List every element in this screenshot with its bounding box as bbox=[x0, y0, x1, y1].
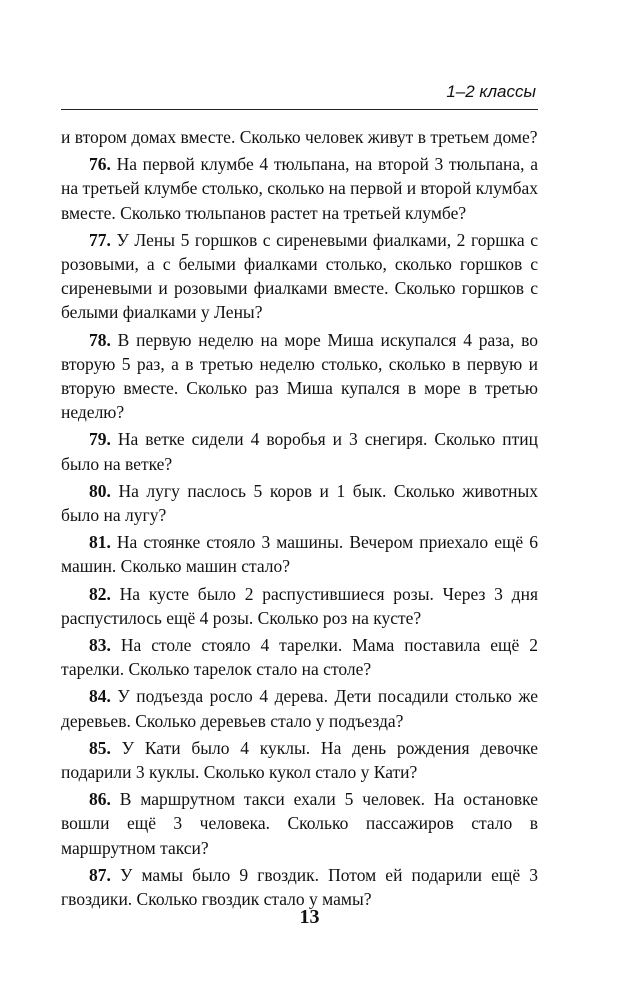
problem-number: 83. bbox=[89, 635, 111, 656]
problem-83 bbox=[61, 633, 538, 681]
page-number: 13 bbox=[299, 906, 320, 928]
problem-78 bbox=[61, 328, 538, 425]
problem-86 bbox=[61, 787, 538, 860]
problem-text: На столе стояло 4 тарелки. Мама поставила ещё 2 тарелки. Сколько тарелок стало на столе? bbox=[61, 635, 539, 680]
problem-87 bbox=[61, 863, 538, 911]
problem-text: На кусте было 2 распустившиеся розы. Через 3 дня распустилось ещё 4 розы. Сколько роз на кусте? bbox=[61, 583, 538, 628]
problem-text: В маршрутном такси ехали 5 человек. На остановке вошли ещё 3 человека. Сколько пассажиров стало в маршрутном такси? bbox=[61, 789, 539, 858]
problem-text: У мамы было 9 гвоздик. Потом ей подарили ещё 3 гвоздики. Сколько гвоздик стало у мамы? bbox=[61, 864, 539, 910]
page-content bbox=[61, 125, 538, 914]
problem-number: 86. bbox=[89, 789, 111, 810]
problem-84 bbox=[61, 684, 538, 732]
problem-text: У Кати было 4 куклы. На день рождения девочке подарили 3 куклы. Сколько кукол стало у Кати? bbox=[61, 737, 539, 783]
problem-number: 81. bbox=[89, 532, 111, 553]
problem-number: 80. bbox=[89, 480, 111, 501]
problem-text: На первой клумбе 4 тюльпана, на второй 3 тюльпана, а на третьей клумбе столько, сколько на первой и второй клумбах вместе. Сколько тюльпанов растет на третьей клумбе? bbox=[61, 154, 539, 223]
problem-number: 78. bbox=[89, 329, 111, 350]
intro-paragraph: и втором домах вместе. Сколько человек живут в третьем доме? bbox=[61, 127, 538, 147]
problem-text: У Лены 5 горшков с сиреневыми фиалками, 2 горшка с розовыми, а с белыми фиалками столько, сколько горшков с сиреневыми и розовыми фиалками вместе. Сколько горшков с белыми фиалками у Лены? bbox=[61, 229, 538, 323]
problem-number: 76. bbox=[89, 154, 111, 175]
problem-number: 84. bbox=[89, 686, 111, 707]
problem-number: 77. bbox=[89, 229, 111, 250]
problem-76 bbox=[61, 152, 538, 225]
problem-82 bbox=[61, 582, 538, 630]
problem-text: На ветке сидели 4 воробья и 3 снегиря. Сколько птиц было на ветке? bbox=[61, 429, 538, 474]
problem-77 bbox=[61, 228, 538, 325]
problem-text: На стоянке стояло 3 машины. Вечером приехало ещё 6 машин. Сколько машин стало? bbox=[61, 532, 538, 577]
problem-number: 87. bbox=[89, 864, 111, 885]
header-title: 1–2 классы bbox=[446, 82, 536, 101]
problem-text: На лугу паслось 5 коров и 1 бык. Сколько животных было на лугу? bbox=[61, 480, 539, 526]
problem-80 bbox=[61, 479, 538, 527]
problem-text: У подъезда росло 4 дерева. Дети посадили столько же деревьев. Сколько деревьев стало у подъезда? bbox=[61, 686, 538, 731]
problem-number: 82. bbox=[89, 583, 111, 604]
problem-text: В первую неделю на море Миша искупался 4 раза, во вторую 5 раз, а в третью неделю столько, сколько в первую и вторую вместе. Сколько раз Миша купался в море в третью неделю? bbox=[61, 329, 538, 423]
problem-79 bbox=[61, 427, 538, 475]
running-header bbox=[61, 78, 538, 110]
problem-number: 79. bbox=[89, 429, 111, 450]
problem-85 bbox=[61, 736, 538, 784]
problem-number: 85. bbox=[89, 737, 111, 758]
problem-81 bbox=[61, 530, 538, 578]
